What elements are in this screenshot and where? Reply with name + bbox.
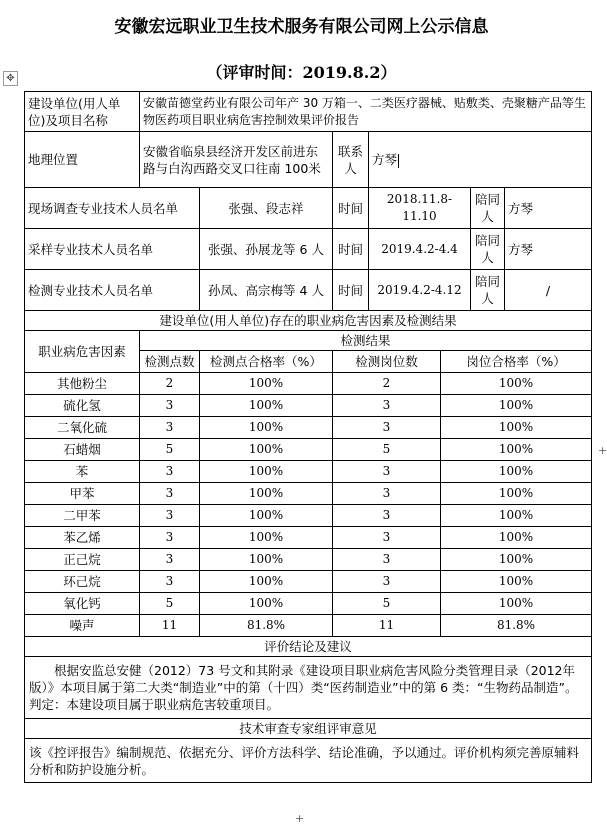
table-row [25, 395, 592, 417]
point-count: 5 [140, 439, 200, 461]
sampling-value: 张强、孙展龙等 6 人 [200, 229, 333, 270]
testing-time: 2019.4.2-4.12 [369, 270, 471, 311]
point-pass-rate: 100% [200, 395, 333, 417]
point-pass-rate: 100% [200, 527, 333, 549]
sampling-accompany-label: 陪同人 [471, 229, 505, 270]
review-text: 该《控评报告》编制规范、依据充分、评价方法科学、结论准确，予以通过。评价机构须完善原辅料分析和防护设施分析。 [25, 739, 592, 783]
post-count: 3 [333, 417, 441, 439]
table-row [25, 188, 592, 229]
post-count: 3 [333, 549, 441, 571]
factor-name: 苯 [25, 461, 140, 483]
testing-value: 孙凤、高宗梅等 4 人 [200, 270, 333, 311]
sampling-label: 采样专业技术人员名单 [25, 229, 200, 270]
unit-value: 安徽苗德堂药业有限公司年产 30 万箱一、二类医疗器械、贴敷类、壳聚糖产品等生物医药项目职业病危害控制效果评价报告 [140, 92, 592, 132]
table-row [25, 92, 592, 132]
factor-name: 二甲苯 [25, 505, 140, 527]
point-count: 3 [140, 571, 200, 593]
conclusion-text: 根据安监总安健（2012）73 号文和其附录《建设项目职业病危害风险分类管理目录（2012年版）》本项目属于第二大类“制造业”中的第（十四）类“医药制造业”中的第 6 类：“生物药品制造”。判定：本建设项目属于职业病危害较重项目。 [25, 657, 592, 719]
contact-value: 方琴 [372, 152, 398, 167]
post-pass-rate: 100% [441, 549, 592, 571]
resize-tick-icon: + [598, 444, 607, 457]
post-count: 11 [333, 615, 441, 637]
table-row [25, 270, 592, 311]
unit-label: 建设单位(用人单位)及项目名称 [25, 92, 140, 132]
survey-time-label: 时间 [333, 188, 369, 229]
post-pass-rate: 100% [441, 461, 592, 483]
column-header: 检测点数 [140, 351, 200, 373]
post-pass-rate: 100% [441, 373, 592, 395]
survey-value: 张强、段志祥 [200, 188, 333, 229]
table-row [25, 571, 592, 593]
post-pass-rate: 100% [441, 505, 592, 527]
factor-name: 环己烷 [25, 571, 140, 593]
point-count: 3 [140, 461, 200, 483]
post-count: 5 [333, 439, 441, 461]
point-pass-rate: 100% [200, 417, 333, 439]
table-row [25, 229, 592, 270]
table-row [25, 527, 592, 549]
sampling-accompany: 方琴 [505, 229, 592, 270]
post-count: 3 [333, 395, 441, 417]
factor-name: 二氧化硫 [25, 417, 140, 439]
factor-name: 正己烷 [25, 549, 140, 571]
results-section-title: 建设单位(用人单位)存在的职业病危害因素及检测结果 [25, 311, 592, 331]
point-count: 3 [140, 483, 200, 505]
post-count: 3 [333, 571, 441, 593]
post-pass-rate: 81.8% [441, 615, 592, 637]
post-count: 3 [333, 505, 441, 527]
table-row [25, 373, 592, 395]
factor-name: 甲苯 [25, 483, 140, 505]
point-pass-rate: 100% [200, 461, 333, 483]
post-count: 3 [333, 483, 441, 505]
contact-cell[interactable] [369, 132, 592, 188]
table-row [25, 461, 592, 483]
post-count: 5 [333, 593, 441, 615]
table-row [25, 417, 592, 439]
point-count: 3 [140, 395, 200, 417]
page-title: 安徽宏远职业卫生技术服务有限公司网上公示信息 [114, 17, 489, 37]
disclosure-table [24, 91, 592, 783]
testing-label: 检测专业技术人员名单 [25, 270, 200, 311]
factor-name: 其他粉尘 [25, 373, 140, 395]
table-row [25, 505, 592, 527]
factor-name: 苯乙烯 [25, 527, 140, 549]
post-pass-rate: 100% [441, 527, 592, 549]
point-count: 3 [140, 417, 200, 439]
factor-name: 氧化钙 [25, 593, 140, 615]
table-row [25, 439, 592, 461]
column-header: 岗位合格率（%） [441, 351, 592, 373]
resize-tick-icon: + [295, 812, 305, 825]
review-date: （评审时间：2019.8.2） [206, 63, 397, 82]
review-title: 技术审查专家组评审意见 [25, 719, 592, 739]
point-count: 11 [140, 615, 200, 637]
factor-name: 石蜡烟 [25, 439, 140, 461]
table-row [25, 739, 592, 783]
point-pass-rate: 81.8% [200, 615, 333, 637]
contact-label: 联系人 [333, 132, 369, 188]
table-row [25, 593, 592, 615]
post-count: 2 [333, 373, 441, 395]
point-pass-rate: 100% [200, 593, 333, 615]
post-pass-rate: 100% [441, 417, 592, 439]
column-header: 检测岗位数 [333, 351, 441, 373]
location-value: 安徽省临泉县经济开发区前进东路与白沟西路交叉口往南 100米 [140, 132, 333, 188]
sampling-time-label: 时间 [333, 229, 369, 270]
testing-accompany: / [505, 270, 592, 311]
testing-accompany-label: 陪同人 [471, 270, 505, 311]
point-count: 3 [140, 527, 200, 549]
post-pass-rate: 100% [441, 439, 592, 461]
table-row [25, 132, 592, 188]
sampling-time: 2019.4.2-4.4 [369, 229, 471, 270]
move-icon[interactable]: ✥ [3, 71, 18, 86]
column-header: 检测点合格率（%） [200, 351, 333, 373]
post-pass-rate: 100% [441, 593, 592, 615]
table-row [25, 657, 592, 719]
point-pass-rate: 100% [200, 505, 333, 527]
text-cursor [398, 154, 399, 168]
point-pass-rate: 100% [200, 483, 333, 505]
post-pass-rate: 100% [441, 483, 592, 505]
table-row [25, 615, 592, 637]
post-pass-rate: 100% [441, 395, 592, 417]
factor-name: 噪声 [25, 615, 140, 637]
results-group-header: 检测结果 [140, 331, 592, 351]
table-row [25, 311, 592, 331]
post-count: 3 [333, 527, 441, 549]
post-count: 3 [333, 461, 441, 483]
point-count: 3 [140, 549, 200, 571]
point-pass-rate: 100% [200, 571, 333, 593]
location-label: 地理位置 [25, 132, 140, 188]
factor-name: 硫化氢 [25, 395, 140, 417]
survey-accompany-label: 陪同人 [471, 188, 505, 229]
point-pass-rate: 100% [200, 439, 333, 461]
point-count: 2 [140, 373, 200, 395]
table-row [25, 549, 592, 571]
survey-time: 2018.11.8-11.10 [369, 188, 471, 229]
point-count: 5 [140, 593, 200, 615]
testing-time-label: 时间 [333, 270, 369, 311]
factor-header: 职业病危害因素 [25, 331, 140, 373]
survey-accompany: 方琴 [505, 188, 592, 229]
table-row [25, 719, 592, 739]
table-row [25, 483, 592, 505]
table-row [25, 637, 592, 657]
table-row [25, 331, 592, 351]
conclusion-title: 评价结论及建议 [25, 637, 592, 657]
point-pass-rate: 100% [200, 549, 333, 571]
point-count: 3 [140, 505, 200, 527]
post-pass-rate: 100% [441, 571, 592, 593]
survey-label: 现场调查专业技术人员名单 [25, 188, 200, 229]
point-pass-rate: 100% [200, 373, 333, 395]
